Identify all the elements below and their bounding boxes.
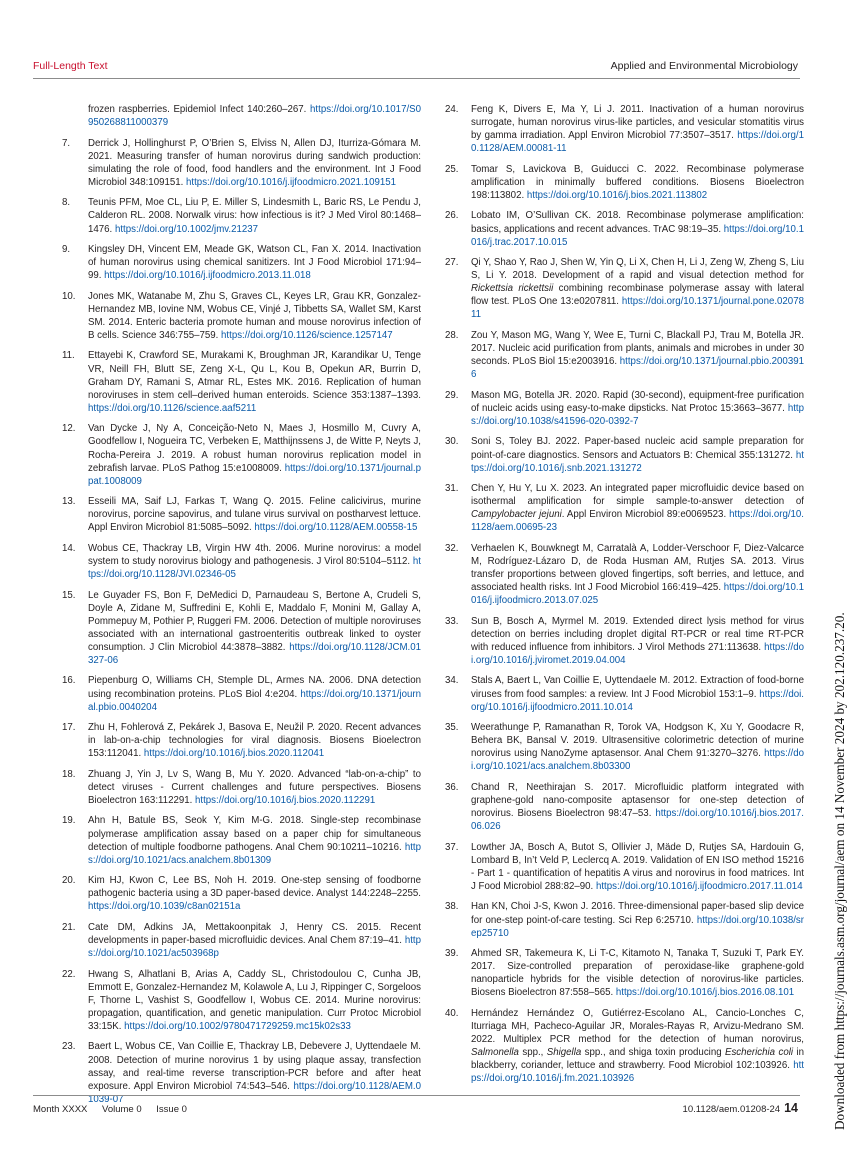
reference-item (62, 674, 421, 713)
reference-text: Ahn H, Batule BS, Seok Y, Kim M-G. 2018. Single-step recombinase polymerase amplification assay based on a paper chip for simultaneous detection of multiple foodborne pathogens. Anal Chem 90:10211–10216. (88, 815, 421, 853)
reference-number: 11. (62, 350, 75, 362)
footer-month: Month XXXX (33, 1104, 88, 1115)
reference-text: Wobus CE, Thackray LB, Virgin HW 4th. 2006. Murine norovirus: a model system to study norovirus biology and pathogenesis. J Virol 80:5104–5112. (88, 542, 421, 567)
reference-text: Baert L, Wobus CE, Van Coillie E, Thackray LB, Debevere J, Uyttendaele M. 2008. Detection of murine norovirus 1 by using plaque assay, transfection assay, and real-time reverse transcription-PCR before and after heat exposure. Appl Environ Microbiol 74:543–546. (88, 1041, 421, 1092)
reference-doi-link[interactable]: https://doi.org/10.1038/srep25710 (471, 914, 804, 939)
reference-number: 20. (62, 875, 76, 887)
footer-doi-page (683, 1101, 798, 1115)
reference-number: 40. (445, 1007, 459, 1019)
reference-item (62, 196, 421, 235)
reference-doi-link[interactable]: https://doi.org/10.1016/j.bios.2021.113802 (526, 189, 708, 201)
reference-item (62, 968, 421, 1033)
reference-species-name: Salmonella (471, 1047, 519, 1059)
reference-text: Han KN, Choi J-S, Kwon J. 2016. Three-dimensional paper-based slip device for one-step point-of-care testing. Sci Rep 6:25710. (471, 901, 804, 926)
reference-item (62, 814, 421, 866)
reference-text: combining recombinase polymerase assay with lateral flow test. PLoS One 13:e0207811. (471, 283, 804, 308)
reference-number: 12. (62, 423, 76, 435)
reference-doi-link[interactable]: https://doi.org/10.1016/j.bios.2020.112291 (195, 795, 376, 806)
reference-item (445, 721, 804, 773)
reference-item (445, 389, 804, 428)
reference-number: 18. (62, 768, 76, 780)
reference-item (62, 921, 421, 960)
reference-text: Stals A, Baert L, Van Coillie E, Uyttendaele M. 2012. Extraction of food-borne viruses from food samples: a review. Int J Food Microbiol 153:1–9. (471, 675, 804, 700)
reference-item (445, 781, 804, 833)
reference-text: frozen raspberries. Epidemiol Infect 140:260–267. (88, 104, 307, 115)
reference-doi-link[interactable]: https://doi.org/10.1002/jmv.21237 (114, 223, 259, 235)
reference-text: spp., (522, 1047, 544, 1059)
reference-doi-link[interactable]: https://doi.org/10.1021/ac503968p (88, 935, 421, 960)
reference-doi-link[interactable]: https://doi.org/10.1016/j.ijfoodmicro.2013.11.018 (104, 270, 311, 282)
reference-item (62, 768, 421, 807)
reference-doi-link[interactable]: https://doi.org/10.1371/journal.pbio.0040204 (88, 688, 421, 713)
reference-number: 39. (445, 948, 459, 960)
reference-number: 30. (445, 436, 459, 448)
reference-item (445, 615, 804, 667)
reference-number: 29. (445, 389, 459, 401)
reference-number: 28. (445, 329, 459, 341)
reference-number: 25. (445, 163, 459, 175)
reference-text: Ahmed SR, Takemeura K, Li T-C, Kitamoto N, Tanaka T, Suzuki T, Park EY. 2017. Size-controlled preparation of peroxidase-like graphene-gold nanoparticle hybrids for the visible detection of norovirus-like particles. Biosens Bioelectron 87:558–565. (471, 948, 804, 999)
reference-item (445, 1007, 804, 1086)
reference-doi-link[interactable]: https://doi.org/10.1002/9780471729259.mc15k02s33 (124, 1020, 351, 1032)
reference-number: 23. (62, 1041, 76, 1053)
reference-number: 33. (445, 615, 459, 627)
reference-doi-link[interactable]: https://doi.org/10.1038/s41596-020-0392-7 (471, 402, 804, 427)
reference-item (62, 243, 421, 282)
reference-item (62, 1040, 421, 1105)
footer-doi[interactable]: 10.1128/aem.01208-24 (682, 1104, 781, 1115)
reference-text: Chen Y, Hu Y, Lu X. 2023. An integrated paper microfluidic device based on isothermal amplification for simple sample-to-answer detection of (471, 483, 804, 508)
download-watermark: Downloaded from https://journals.asm.org/journal/aem on 14 November 2024 by 202.120.237.20. (832, 612, 847, 1130)
reference-text: Cate DM, Adkins JA, Mettakoonpitak J, Henry CS. 2015. Recent developments in paper-based microfluidic devices. Anal Chem 87:19–41. (88, 921, 421, 947)
reference-doi-link[interactable]: https://doi.org/10.1016/j.bios.2016.08.101 (615, 987, 795, 999)
reference-text: Weerathunge P, Ramanathan R, Torok VA, Hodgson K, Xu Y, Goodacre R, Behera BK, Bansal V. 2019. Ultrasensitive colorimetric detection of murine norovirus using NanoZyme aptasensor. Anal Chem 91:3270–3276. (471, 722, 804, 760)
reference-doi-link[interactable]: https://doi.org/10.1371/journal.pone.0207811 (471, 296, 804, 321)
reference-number: 37. (445, 841, 459, 853)
reference-item (62, 290, 421, 342)
reference-species-name: Campylobacter jejuni (471, 509, 562, 521)
reference-text: Tomar S, Lavickova B, Guiducci C. 2022. Recombinase polymerase amplification in minimally buffered conditions. Biosens Bioelectron 198:113802. (471, 163, 804, 201)
reference-number: 32. (445, 542, 459, 554)
reference-item (62, 349, 421, 414)
references-left-column (62, 103, 421, 1113)
reference-text: Piepenburg O, Williams CH, Stemple DL, Armes NA. 2006. DNA detection using recombination proteins. PLoS Biol 4:e204. (88, 675, 421, 700)
reference-item (445, 256, 804, 321)
reference-number: 27. (445, 257, 459, 269)
reference-text: Esseili MA, Saif LJ, Farkas T, Wang Q. 2015. Feline calicivirus, murine norovirus, porcine sapovirus, and tulane virus survival on postharvest lettuce. Appl Environ Microbiol 81:5085–5092. (88, 496, 421, 534)
reference-number: 16. (62, 675, 76, 687)
reference-item (62, 874, 421, 913)
reference-doi-link[interactable]: https://doi.org/10.1126/science.1257147 (221, 329, 393, 341)
reference-text: Feng K, Divers E, Ma Y, Li J. 2011. Inactivation of a human norovirus surrogate, human norovirus virus-like particles, and vesicular stomatitis virus by gamma irradiation. Appl Environ Microbiol 77:3507–3517. (471, 104, 804, 142)
reference-number: 15. (62, 589, 76, 601)
reference-item (445, 435, 804, 474)
reference-species-name: Escherichia coli (725, 1047, 794, 1059)
reference-doi-link[interactable]: https://doi.org/10.1016/j.trac.2017.10.015 (471, 223, 804, 248)
reference-text: Mason MG, Botella JR. 2020. Rapid (30-second), equipment-free purification of nucleic acids using easy-to-make dipsticks. Nat Protoc 15:3663–3677. (471, 389, 804, 414)
reference-doi-link[interactable]: https://doi.org/10.1371/journal.ppat.1008009 (88, 462, 421, 487)
reference-doi-link[interactable]: https://doi.org/10.1017/S0950268811000379 (88, 104, 421, 129)
footer-rule (33, 1095, 800, 1096)
reference-number: 26. (445, 210, 459, 222)
reference-doi-link[interactable]: https://doi.org/10.1016/j.bios.2020.112041 (143, 748, 325, 760)
reference-number: 35. (445, 722, 459, 734)
reference-item (445, 542, 804, 607)
running-header-left: Full-Length Text (33, 60, 108, 72)
reference-text: Lobato IM, O’Sullivan CK. 2018. Recombinase polymerase amplification: basics, applications and recent advances. TrAC 98:19–35. (471, 210, 804, 235)
reference-item (62, 422, 421, 487)
reference-doi-link[interactable]: https://doi.org/10.1016/j.jviromet.2019.04.004 (471, 641, 804, 666)
reference-text: Van Dycke J, Ny A, Conceição-Neto N, Maes J, Hosmillo M, Cuvry A, Goodfellow I, Nogueira TC, Verbeken E, Matthijnssens J, de Witte P, Neyts J, Rocha-Pereira J. 2019. A robust human norovirus replication model in zebrafish larvae. PLoS Pathog 15:e1008009. (88, 423, 421, 474)
reference-number: 7. (62, 137, 71, 149)
reference-number: 10. (62, 290, 76, 302)
reference-text: Qi Y, Shao Y, Rao J, Shen W, Yin Q, Li X, Chen H, Li J, Zeng W, Zheng S, Liu S, Li Y. 2018. Development of a rapid and visual detection method for (471, 257, 804, 282)
reference-number: 22. (62, 968, 76, 980)
reference-text: Derrick J, Hollinghurst P, O’Brien S, Elviss N, Allen DJ, Iturriza-Gómara M. 2021. Measuring transfer of human norovirus during sandwich production: simulating the role of food, food handlers and the environment. Int J Food Microbiol 348:109151. (88, 137, 421, 188)
reference-text: Teunis PFM, Moe CL, Liu P, E. Miller S, Lindesmith L, Baric RS, Le Pendu J, Calderon RL. 2008. Norwalk virus: how infectious is it? J Med Virol 80:1468–1476. (88, 197, 421, 235)
reference-item (62, 721, 421, 760)
reference-doi-link[interactable]: https://doi.org/10.1128/aem.00695-23 (471, 509, 804, 534)
reference-doi-link[interactable]: https://doi.org/10.1128/JCM.01327-06 (88, 641, 421, 666)
references-right-column (445, 103, 804, 1093)
reference-text: Jones MK, Watanabe M, Zhu S, Graves CL, Keyes LR, Grau KR, Gonzalez-Hernandez MB, Iovine NM, Wobus CE, Vinjé J, Tibbetts SA, Wallet SM, Karst SM. 2014. Enteric bacteria promote human and mouse norovirus infection of B cells. Science 346:755–759. (88, 290, 421, 341)
reference-text: Hwang S, Alhatlani B, Arias A, Caddy SL, Christodoulou C, Cunha JB, Emmott E, Gonzalez-Hernandez M, Kolawole A, Lu J, Rippinger C, Sorgeloos F, Thorne L, Vashist S, Goodfellow I, Wobus CE. 2014. Murine norovirus: propagation, quantification, and genetic manipulation. Curr Protoc Microbiol 33:15K. (88, 968, 421, 1032)
reference-text: spp., and shiga toxin producing (584, 1047, 722, 1059)
reference-doi-link[interactable]: https://doi.org/10.1128/AEM.00558-15 (254, 522, 418, 534)
reference-number: 8. (62, 197, 71, 209)
reference-text: Chand R, Neethirajan S. 2017. Microfluidic platform integrated with graphene-gold nano-composite aptasensor for one-step detection of norovirus. Biosens Bioelectron 98:47–53. (471, 781, 804, 820)
reference-doi-link[interactable]: https://doi.org/10.1039/c8an02151a (88, 901, 241, 913)
reference-doi-link[interactable]: https://doi.org/10.1016/j.ijfoodmicro.2011.10.014 (471, 688, 804, 713)
reference-item (445, 841, 804, 893)
reference-item (445, 329, 804, 381)
reference-doi-link[interactable]: https://doi.org/10.1021/acs.analchem.8b03300 (471, 748, 804, 773)
reference-text: Verhaelen K, Bouwknegt M, Carratalà A, Lodder-Verschoor F, Diez-Valcarce M, Rodríguez-Lázaro D, de Roda Husman AM, Rutjes SA. 2013. Virus transfer proportions between gloved fingertips, soft berries, and lettuce, and associated health risks. Int J Food Microbiol 166:419–425. (471, 542, 804, 594)
reference-number: 36. (445, 781, 459, 793)
page-number: 14 (784, 1101, 798, 1115)
reference-item (62, 495, 421, 534)
reference-item (445, 900, 804, 939)
reference-item (445, 103, 804, 155)
reference-doi-link[interactable]: https://doi.org/10.1371/journal.pbio.2003916 (471, 356, 804, 381)
reference-item (445, 163, 804, 202)
reference-number: 38. (445, 901, 459, 913)
reference-text: Ettayebi K, Crawford SE, Murakami K, Broughman JR, Karandikar U, Tenge VR, Neill FH, Blutt SE, Zeng X-L, Qu L, Kou B, Opekun AR, Burrin D, Graham DY, Ramani S, Atmar RL, Estes MK. 2016. Replication of human noroviruses in stem cell–derived human enteroids. Science 353:1387–1393. (88, 350, 421, 401)
reference-text: Le Guyader FS, Bon F, DeMedici D, Parnaudeau S, Bertone A, Crudeli S, Doyle A, Zidane M, Suffredini E, Kohli E, Maddalo F, Monini M, Gallay A, Pommepuy M, Pothier P, Ruggeri FM. 2006. Detection of multiple noroviruses associated with an international gastroenteritis outbreak linked to oyster consumption. J Clin Microbiol 44:3878–3882. (88, 589, 421, 653)
reference-species-name: Rickettsia rickettsii (471, 283, 554, 295)
reference-doi-link[interactable]: https://doi.org/10.1021/acs.analchem.8b01309 (88, 841, 421, 866)
reference-number: 13. (62, 496, 76, 508)
footer-issue: Issue 0 (156, 1104, 187, 1115)
reference-doi-link[interactable]: https://doi.org/10.1016/j.ijfoodmicro.2021.109151 (186, 176, 397, 188)
reference-text: Soni S, Toley BJ. 2022. Paper-based nucleic acid sample preparation for point-of-care diagnostics. Sensors and Actuators B: Chemical 355:131272. (471, 436, 804, 461)
reference-item (445, 209, 804, 248)
reference-doi-link[interactable]: https://doi.org/10.1016/j.ijfoodmicro.2013.07.025 (471, 582, 804, 607)
reference-item (445, 947, 804, 999)
running-header-right: Applied and Environmental Microbiology (610, 60, 798, 72)
reference-number: 19. (62, 815, 76, 827)
reference-text: . Appl Environ Microbiol 89:e0069523. (561, 509, 727, 521)
reference-text: in blackberry, coriander, lettuce and strawberry. Food Microbiol 102:103926. (471, 1047, 804, 1072)
reference-doi-link[interactable]: https://doi.org/10.1016/j.bios.2017.06.026 (471, 808, 804, 833)
reference-number: 24. (445, 104, 459, 115)
reference-number: 34. (445, 675, 459, 687)
reference-species-name: Shigella (546, 1047, 582, 1059)
reference-text: Zhuang J, Yin J, Lv S, Wang B, Mu Y. 2020. Advanced “lab-on-a-chip” to detect viruses - Current challenges and future perspectives. Biosens Bioelectron 163:112291. (88, 768, 421, 806)
reference-item (62, 137, 421, 189)
reference-doi-link[interactable]: https://doi.org/10.1016/j.ijfoodmicro.2017.11.014 (595, 880, 803, 892)
reference-doi-link[interactable]: https://doi.org/10.1126/science.aaf5211 (88, 402, 257, 414)
reference-doi-link[interactable]: https://doi.org/10.1128/JVI.02346-05 (88, 555, 421, 581)
footer-volume: Volume 0 (102, 1104, 142, 1115)
reference-item (62, 542, 421, 581)
reference-text: Sun B, Bosch A, Myrmel M. 2019. Extended direct lysis method for virus detection on berries including droplet digital RT-PCR or real time RT-PCR with reduced influence from inhibitors. J Virol Methods 271:113638. (471, 615, 804, 653)
reference-item (62, 589, 421, 668)
reference-number: 31. (445, 483, 459, 495)
reference-text: Kim HJ, Kwon C, Lee BS, Noh H. 2019. One-step sensing of foodborne pathogenic bacteria using a 3D paper-based device. Analyst 144:2248–2255. (88, 875, 421, 900)
reference-item (445, 482, 804, 534)
reference-number: 14. (62, 542, 76, 554)
reference-number: 17. (62, 722, 76, 734)
reference-doi-link[interactable]: https://doi.org/10.1016/j.snb.2021.131272 (471, 449, 804, 474)
footer-issue-info (33, 1104, 199, 1115)
reference-item (445, 674, 804, 713)
header-rule (33, 78, 800, 79)
reference-text: Lowther JA, Bosch A, Butot S, Ollivier J, Mäde D, Rutjes SA, Hardouin G, Lombard B, In’t Veld P, Leclercq A. 2019. Validation of EN ISO method 15216 - Part 1 - quantification of hepatitis A virus and norovirus in food matrices. Int J Food Microbiol 288:82–90. (471, 841, 804, 892)
reference-doi-link[interactable]: https://doi.org/10.1016/j.fm.2021.103926 (471, 1060, 804, 1085)
reference-text: Kingsley DH, Vincent EM, Meade GK, Watson CL, Fan X. 2014. Inactivation of human norovirus using chemical sanitizers. Int J Food Microbiol 171:94–99. (88, 244, 421, 282)
reference-text: Zou Y, Mason MG, Wang Y, Wee E, Turni C, Blackall PJ, Trau M, Botella JR. 2017. Nucleic acid purification from plants, animals and microbes in under 30 seconds. PLoS Biol 15:e2003916. (471, 329, 804, 368)
reference-item (88, 103, 421, 129)
reference-doi-link[interactable]: https://doi.org/10.1128/AEM.01039-07 (88, 1080, 421, 1105)
reference-number: 9. (62, 244, 71, 256)
reference-number: 21. (62, 921, 76, 933)
reference-doi-link[interactable]: https://doi.org/10.1128/AEM.00081-11 (471, 130, 804, 155)
reference-text: Zhu H, Fohlerová Z, Pekárek J, Basova E, Neužil P. 2020. Recent advances in lab-on-a-chip technologies for viral diagnosis. Biosens Bioelectron 153:112041. (88, 722, 421, 760)
reference-text: Hernández Hernández O, Gutiérrez-Escolano AL, Cancio-Lonches C, Iturriaga MH, Pacheco-Aguilar JR, Morales-Rayas R, Arvizu-Medrano SM. 2022. Multiplex PCR method for the detection of human norovirus, (471, 1007, 804, 1046)
